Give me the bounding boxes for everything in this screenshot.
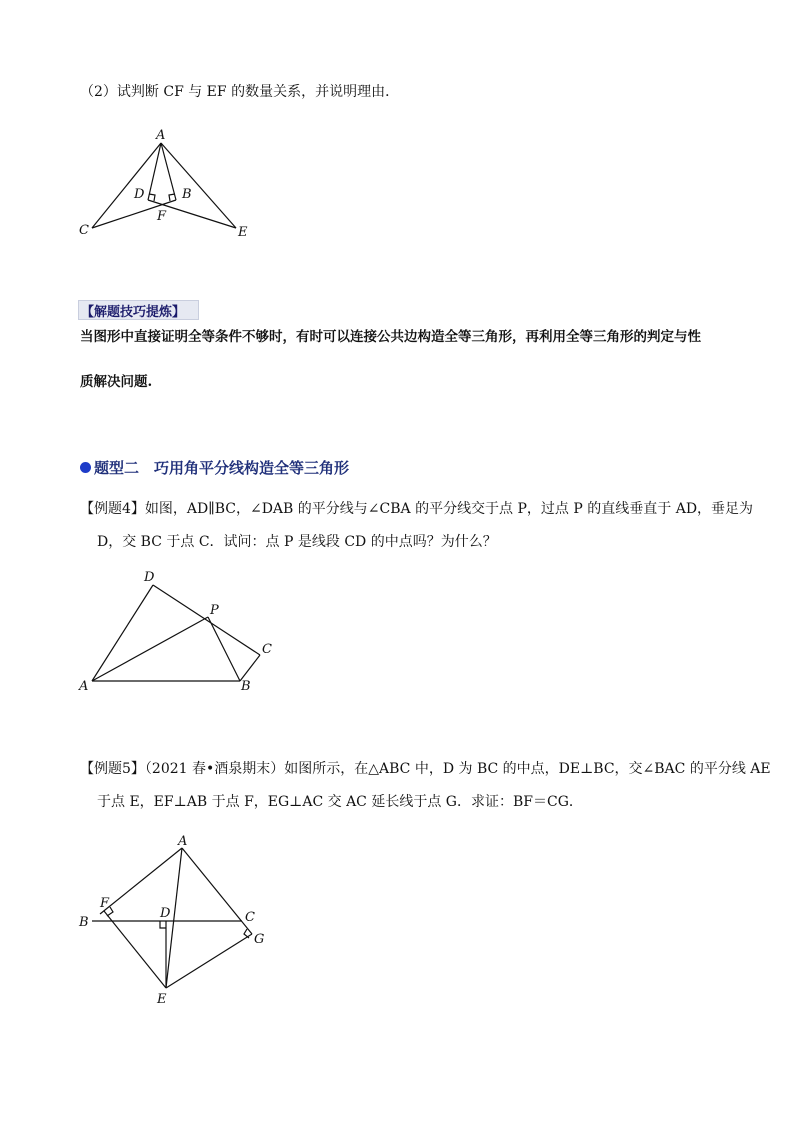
example-4-line-1: 【例题4】如图，AD∥BC，∠DAB 的平分线与∠CBA 的平分线交于点 P，过点 P 的直线垂直于 AD，垂足为	[80, 501, 754, 517]
fig3-right-angle-G	[244, 929, 249, 938]
fig3-label-E: E	[157, 992, 167, 1007]
fig2-segment-CB	[240, 655, 260, 681]
fig1-right-angle-D	[149, 194, 155, 201]
fig1-label-A: A	[156, 128, 166, 143]
fig1-label-F: F	[157, 209, 167, 224]
example-5-line-2: 于点 E，EF⊥AB 于点 F，EG⊥AC 交 AC 延长线于点 G．求证：BF＝CG．	[97, 794, 583, 810]
fig3-label-B: B	[79, 915, 89, 930]
fig2-segment-AD	[92, 585, 153, 681]
fig2-label-C: C	[262, 642, 272, 657]
fig3-label-D: D	[160, 906, 171, 921]
fig3-label-A: A	[178, 834, 188, 849]
example-4-line-2: D，交 BC 于点 C．试问：点 P 是线段 CD 的中点吗？为什么？	[97, 534, 497, 550]
fig2-segment-BP	[208, 617, 240, 681]
fig2-label-A: A	[79, 679, 89, 694]
tip-line-2: 质解决问题.	[80, 374, 153, 390]
fig2-label-P: P	[210, 603, 219, 618]
tip-header: 【解题技巧提炼】	[81, 305, 186, 320]
fig1-segment-AC	[92, 143, 161, 228]
fig1-label-D: D	[134, 187, 145, 202]
figure-1	[79, 128, 248, 240]
fig1-label-C: C	[79, 223, 89, 238]
fig2-label-B: B	[241, 679, 251, 694]
fig3-label-G: G	[254, 932, 265, 947]
fig2-segment-AP	[92, 617, 208, 681]
figure-3	[78, 834, 264, 1007]
fig2-label-D: D	[144, 570, 155, 585]
tip-line-1: 当图形中直接证明全等条件不够时，有时可以连接公共边构造全等三角形，再利用全等三角形的判定与性	[80, 329, 701, 345]
fig3-label-F: F	[100, 896, 110, 911]
fig3-segment-EG	[166, 934, 252, 988]
fig3-segment-AB	[100, 848, 182, 914]
fig3-segment-EF	[104, 911, 166, 988]
section-title: 题型二 巧用角平分线构造全等三角形	[94, 459, 350, 477]
example-5-line-1: 【例题5】（2021 春•酒泉期末）如图所示，在△ABC 中，D 为 BC 的中点，DE⊥BC，交∠BAC 的平分线 AE	[80, 761, 771, 777]
question-2-text: （2）试判断 CF 与 EF 的数量关系，并说明理由．	[80, 84, 400, 100]
fig3-label-C: C	[245, 910, 255, 925]
fig1-label-E: E	[238, 225, 248, 240]
fig1-label-B: B	[182, 187, 192, 202]
figure-2	[78, 570, 272, 694]
fig3-right-angle-D	[160, 921, 166, 928]
fig2-segment-DC	[153, 585, 260, 655]
